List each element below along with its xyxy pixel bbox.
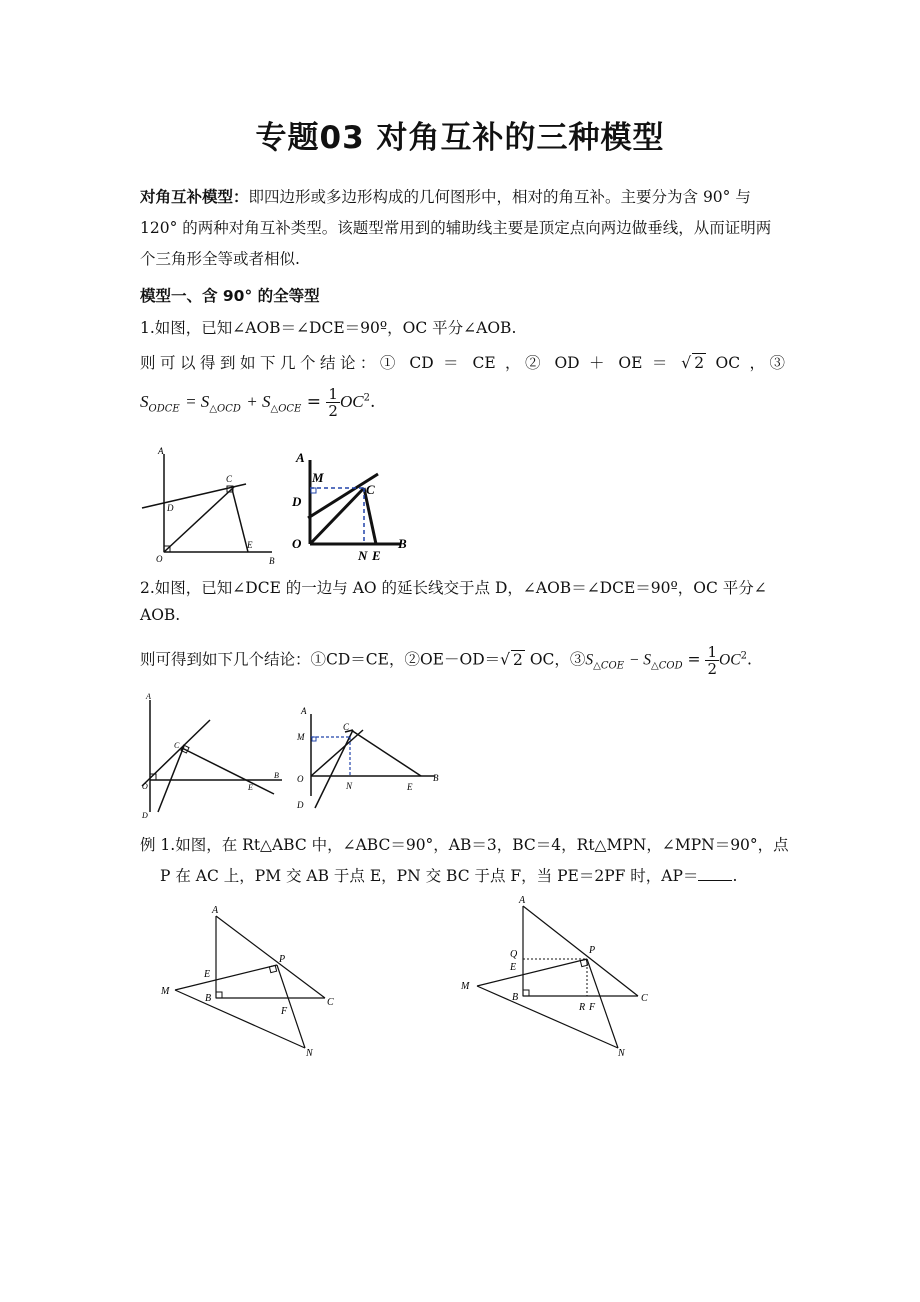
q1-line2 (140, 351, 785, 373)
fig3b-label: P (589, 945, 596, 956)
q2-line1: 2.如图，已知∠DCE 的一边与 AO 的延长线交于点 D，∠AOB＝∠DCE＝90º，OC 平分∠ (140, 579, 767, 597)
fig1b-label: O (292, 536, 302, 551)
fig3a-label: A (212, 905, 219, 916)
page-title: 专题03 对角互补的三种模型 (255, 120, 665, 156)
fig3b-label: R (579, 1002, 586, 1013)
example1-line2: P 在 AC 上，PM 交 AB 于点 E，PN 交 BC 于点 F，当 PE＝2PF 时，AP＝ . (160, 867, 738, 885)
fig2b-label: O (297, 774, 304, 784)
fig3a-label: N (306, 1048, 313, 1059)
fig2a-label: A (146, 692, 151, 701)
fig3a-label: B (205, 993, 212, 1004)
figure-3b (455, 888, 670, 1063)
fig2a-label: B (274, 771, 279, 780)
example1-line1: 例 1.如图，在 Rt△ABC 中，∠ABC＝90°，AB＝3，BC＝4，Rt△MPN，∠MPN＝90°，点 (140, 836, 789, 854)
fig3a-label: E (204, 969, 211, 980)
fig2b-label: N (346, 781, 353, 791)
fig2b-label: A (301, 706, 307, 716)
q1-formula: $S_{ODCE} = S_{\triangle OCD} + S_{\triangle OCE}$ = $\frac{1}{2}$ $OC^2$. (140, 385, 376, 420)
fig3a-label: C (327, 997, 334, 1008)
fig2a-label: C (174, 741, 180, 750)
fig1a-label: D (167, 503, 174, 513)
fig3a-label: F (281, 1006, 288, 1017)
fig2b-label: D (297, 800, 304, 810)
answer-blank (698, 880, 732, 881)
q2-fraction: $\frac{1}{2}$ (707, 643, 718, 678)
fig2a-label: D (142, 811, 148, 820)
fig3b-label: A (519, 895, 526, 906)
figure-2a (138, 690, 288, 825)
fig1a-label: O (156, 554, 163, 564)
fig1a-label: C (226, 474, 233, 484)
q1-fraction: $\frac{1}{2}$ (328, 385, 338, 420)
fig2a-label: O (142, 782, 148, 791)
model1-heading: 模型一、含 90° 的全等型 (140, 287, 320, 305)
fig1b-label: D (292, 494, 302, 509)
fig3b-label: N (618, 1048, 625, 1059)
fig1b-label: C (366, 482, 375, 497)
fig2b-label: B (433, 773, 439, 783)
intro-text: 即四边形或多边形构成的几何图形中，相对的角互补。主要分为含 90° 与 120° 的两种对角互补类型。该题型常用到的辅助线主要是顶定点向两边做垂线，从而证明两个三角形全等或者相似. (140, 188, 772, 268)
figure-3a (155, 898, 355, 1063)
q2-line3: 则可得到如下几个结论：①CD＝CE，②OE－OD＝√ 2 OC，$③S_{\triangle COE} - S_{\triangle COD}$ = $\frac{1}{2}$ $OC^2$. (140, 643, 752, 678)
q1-line1: 1.如图，已知∠AOB＝∠DCE＝90º，OC 平分∠AOB. (140, 319, 517, 337)
figure-1b (288, 440, 418, 570)
fig1a-label: B (269, 556, 275, 566)
fig3b-label: C (641, 993, 648, 1004)
figure-1a (138, 440, 278, 570)
fig2b-label: M (297, 732, 305, 742)
fig2a-label: E (248, 783, 253, 792)
fig3b-label: M (461, 981, 470, 992)
intro-paragraph (140, 182, 785, 275)
fig1b-label: A (296, 450, 305, 465)
q1-sqrt: √ 2 (681, 354, 705, 372)
fig1b-label: M (312, 470, 324, 485)
fig3a-label: M (161, 986, 170, 997)
fig3b-label: B (512, 992, 519, 1003)
fig3a-label: P (279, 954, 286, 965)
q1-line2b: OC ，③ (715, 354, 785, 372)
intro-label: 对角互补模型： (140, 188, 249, 206)
fig1a-label: A (158, 446, 164, 456)
fig1a-label: E (247, 540, 253, 550)
fig3b-label: Q (510, 949, 518, 960)
q2-line2: AOB. (140, 606, 181, 624)
fig1b-label: B (398, 536, 407, 551)
fig1b-label: E (372, 548, 381, 563)
fig2b-label: C (343, 722, 350, 732)
fig3b-label: E (510, 962, 517, 973)
q1-line2a: 则可以得到如下几个结论：① CD ＝ CE ，② OD ＋ OE ＝ (140, 354, 672, 372)
fig1b-label: N (358, 548, 368, 563)
figure-2b (293, 700, 453, 820)
fig2b-label: E (407, 782, 413, 792)
fig3b-label: F (589, 1002, 596, 1013)
